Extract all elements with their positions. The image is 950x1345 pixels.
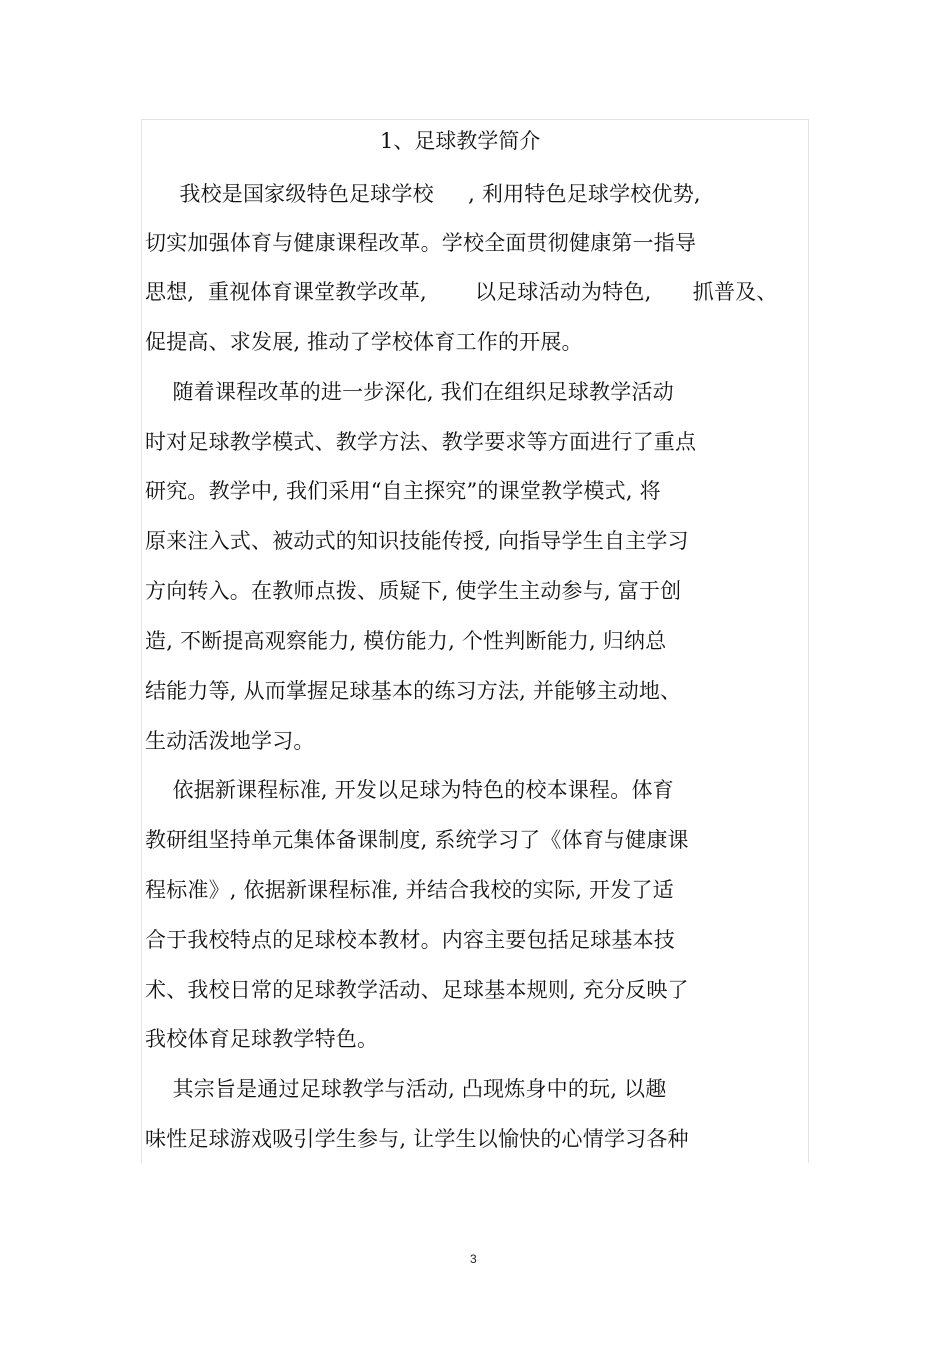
text-line: 味性足球游戏吸引学生参与, 让学生以愉快的心情学习各种 <box>145 1127 689 1151</box>
text-line: 我校体育足球教学特色。 <box>145 1027 379 1051</box>
text-line: 其宗旨是通过足球教学与活动, 凸现炼身中的玩, 以趣 <box>145 1077 667 1101</box>
text-line: 程标准》, 依据新课程标准, 并结合我校的实际, 开发了适 <box>145 878 674 902</box>
text-line: 原来注入式、被动式的知识技能传授, 向指导学生自主学习 <box>145 529 689 553</box>
text-line: 切实加强体育与健康课程改革。学校全面贯彻健康第一指导 <box>145 231 697 255</box>
page-number: 3 <box>470 1252 477 1266</box>
section-title: 1、足球教学简介 <box>380 129 541 153</box>
text-line: 依据新课程标准, 开发以足球为特色的校本课程。体育 <box>145 778 674 802</box>
text-line: 结能力等, 从而掌握足球基本的练习方法, 并能够主动地、 <box>145 679 682 703</box>
text-line: 术、我校日常的足球教学活动、足球基本规则, 充分反映了 <box>145 978 689 1002</box>
text-line: 促提高、求发展, 推动了学校体育工作的开展。 <box>145 330 583 354</box>
text-line: 时对足球教学模式、教学方法、教学要求等方面进行了重点 <box>145 430 697 454</box>
text-line: 研究。教学中, 我们采用“自主探究”的课堂教学模式, 将 <box>145 479 661 503</box>
text-line: 教研组坚持单元集体备课制度, 系统学习了《体育与健康课 <box>145 828 689 852</box>
text-line: 思想, 重视体育课堂教学改革, 以足球活动为特色, 抓普及、 <box>145 280 778 304</box>
text-line: 我校是国家级特色足球学校 , 利用特色足球学校优势, <box>145 182 701 206</box>
text-line: 生动活泼地学习。 <box>145 729 315 753</box>
text-line: 随着课程改革的进一步深化, 我们在组织足球教学活动 <box>145 380 674 404</box>
text-line: 造, 不断提高观察能力, 模仿能力, 个性判断能力, 归纳总 <box>145 629 667 653</box>
text-line: 合于我校特点的足球校本教材。内容主要包括足球基本技 <box>145 928 675 952</box>
text-line: 方向转入。在教师点拨、质疑下, 使学生主动参与, 富于创 <box>145 579 682 603</box>
